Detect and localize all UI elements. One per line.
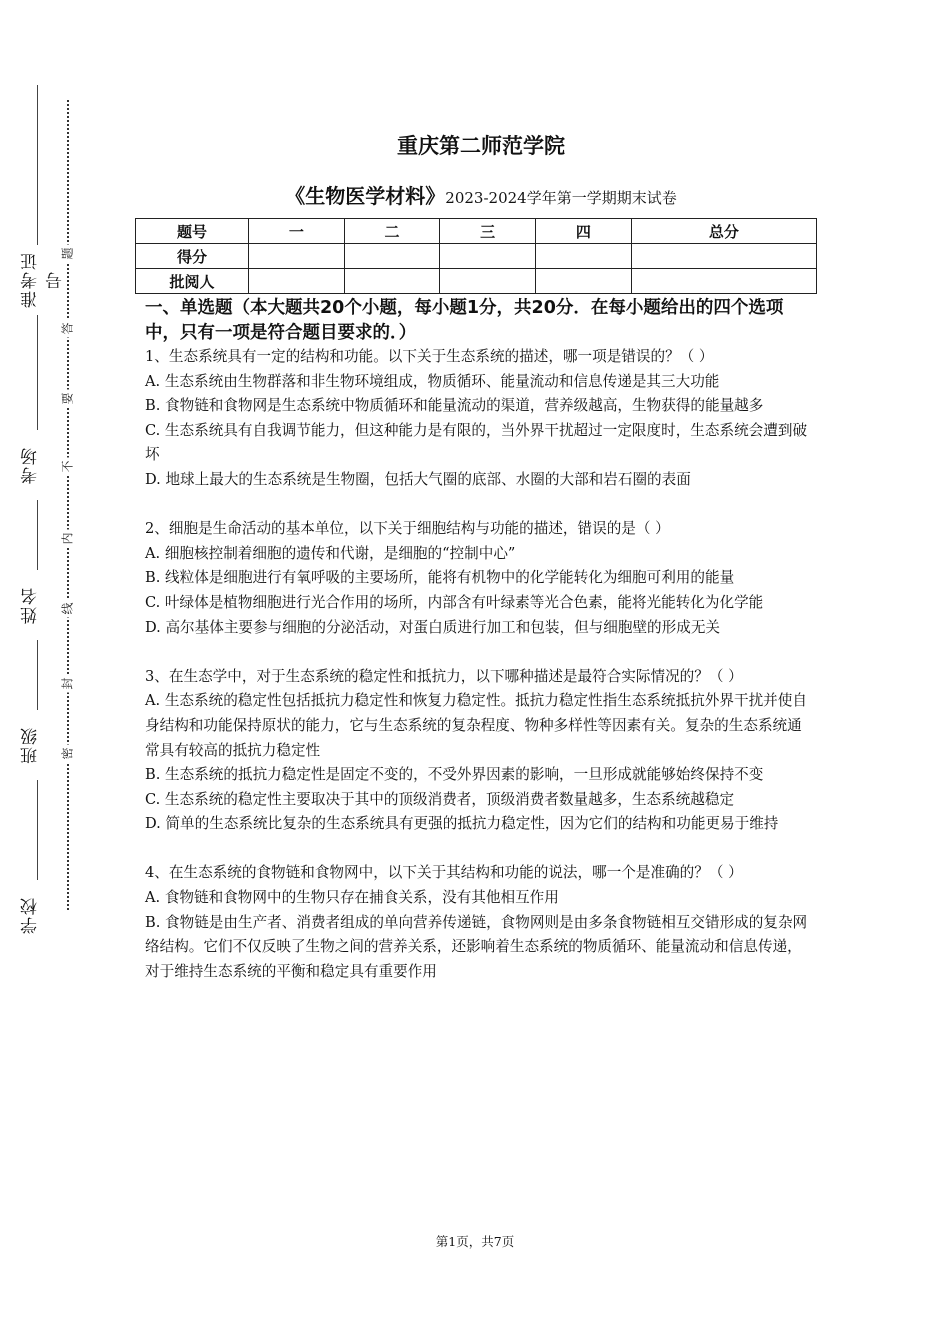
option-c: C. 生态系统具有自我调节能力，但这种能力是有限的，当外界干扰超过一定限度时，生态系统会遭到破坏: [145, 421, 808, 464]
col-header: 题号: [136, 219, 249, 244]
seal-dotted-line: [67, 100, 69, 910]
option-d: D. 高尔基体主要参与细胞的分泌活动，对蛋白质进行加工和包装，但与细胞壁的形成无关: [145, 618, 721, 636]
col-header: 四: [536, 219, 632, 244]
binding-margin: [0, 0, 100, 1344]
option-b: B. 食物链和食物网是生态系统中物质循环和能量流动的渠道，营养级越高，生物获得的能量越多: [145, 397, 764, 415]
option-a: A. 生态系统由生物群落和非生物环境组成，物质循环、能量流动和信息传递是其三大功能: [145, 372, 720, 390]
option-b: B. 线粒体是细胞进行有氧呼吸的主要场所，能将有机物中的化学能转化为细胞可利用的能量: [145, 569, 735, 587]
option-b: B. 生态系统的抵抗力稳定性是固定不变的，不受外界因素的影响，一旦形成就能够始终保持不变: [145, 766, 764, 784]
row-header: 得分: [136, 244, 249, 269]
question-list: [145, 345, 813, 1009]
exam-term: 2023-2024学年第一学期期末试卷: [445, 189, 677, 207]
seal-char: 不: [59, 458, 76, 476]
question-stem: 1、生态系统具有一定的结构和功能。以下关于生态系统的描述，哪一项是错误的？（ ）: [145, 348, 714, 365]
name-label: 姓名: [18, 570, 44, 640]
question: [145, 665, 813, 837]
question: [145, 861, 813, 984]
grader-cell[interactable]: [249, 269, 345, 294]
exam-title: [145, 180, 817, 209]
option-d: D. 简单的生态系统比复杂的生态系统具有更强的抵抗力稳定性，因为它们的结构和功能更易于维持: [145, 815, 779, 833]
grader-row: [136, 269, 817, 294]
col-header: 总分: [631, 219, 816, 244]
question-stem: 4、在生态系统的食物链和食物网中，以下关于其结构和功能的说法，哪一个是准确的？（ ）: [145, 864, 743, 882]
col-header: 二: [344, 219, 440, 244]
option-a: A. 食物链和食物网中的生物只存在捕食关系，没有其他相互作用: [145, 889, 559, 907]
exam-room-label: 考场: [18, 430, 44, 500]
page-number: 第1页，共7页: [435, 1234, 515, 1249]
col-header: 一: [249, 219, 345, 244]
row-header: 批阅人: [136, 269, 249, 294]
grader-cell[interactable]: [440, 269, 536, 294]
school-label: 学校: [18, 880, 44, 950]
score-table-header: [136, 219, 817, 244]
score-cell[interactable]: [536, 244, 632, 269]
seal-char: 线: [59, 600, 76, 618]
option-b: B. 食物链是由生产者、消费者组成的单向营养传递链，食物网则是由多条食物链相互交错形成的复杂网络结构。它们不仅反映了生物之间的营养关系，还影响着生态系统的物质循环、能量流动和信息传递，对于维持生态系统的平衡和稳定具有重要作用: [145, 913, 808, 980]
option-c: C. 叶绿体是植物细胞进行光合作用的场所，内部含有叶绿素等光合色素，能将光能转化为化学能: [145, 593, 764, 611]
score-cell[interactable]: [631, 244, 816, 269]
section-heading: 一、单选题（本大题共20个小题，每小题1分，共20分．在每小题给出的四个选项中，只有一项是符合题目要求的．）: [145, 298, 784, 343]
question: [145, 517, 813, 640]
score-table: [135, 218, 817, 294]
exam-number-label: 准考证号: [18, 245, 44, 315]
class-label: 班级: [18, 710, 44, 780]
seal-char: 封: [59, 675, 76, 693]
option-c: C. 生态系统的稳定性主要取决于其中的顶级消费者，顶级消费者数量越多，生态系统越稳定: [145, 790, 735, 808]
score-cell[interactable]: [249, 244, 345, 269]
seal-char: 题: [59, 245, 76, 263]
seal-char: 内: [59, 530, 76, 548]
option-d: D. 地球上最大的生态系统是生物圈，包括大气圈的底部、水圈的大部和岩石圈的表面: [145, 470, 691, 488]
question-stem: 3、在生态学中，对于生态系统的稳定性和抵抗力，以下哪种描述是最符合实际情况的？（ ）: [145, 667, 743, 685]
option-a: A. 生态系统的稳定性包括抵抗力稳定性和恢复力稳定性。抵抗力稳定性指生态系统抵抗外界干扰并使自身结构和功能保持原状的能力，它与生态系统的复杂程度、物种多样性等因素有关。复杂的生态系统通常具有较高的抵抗力稳定性: [145, 692, 807, 759]
col-header: 三: [440, 219, 536, 244]
score-row: [136, 244, 817, 269]
question: [145, 345, 813, 493]
option-a: A. 细胞核控制着细胞的遗传和代谢，是细胞的“控制中心”: [145, 544, 516, 562]
course-name: 《生物医学材料》: [285, 184, 446, 208]
binding-line: [37, 85, 38, 930]
grader-cell[interactable]: [631, 269, 816, 294]
question-stem: 2、细胞是生命活动的基本单位，以下关于细胞结构与功能的描述，错误的是（ ）: [145, 520, 670, 538]
grader-cell[interactable]: [536, 269, 632, 294]
seal-char: 要: [59, 390, 76, 408]
seal-char: 密: [59, 745, 76, 763]
score-cell[interactable]: [440, 244, 536, 269]
school-name: 重庆第二师范学院: [397, 134, 565, 158]
score-cell[interactable]: [344, 244, 440, 269]
grader-cell[interactable]: [344, 269, 440, 294]
seal-char: 答: [59, 320, 76, 338]
